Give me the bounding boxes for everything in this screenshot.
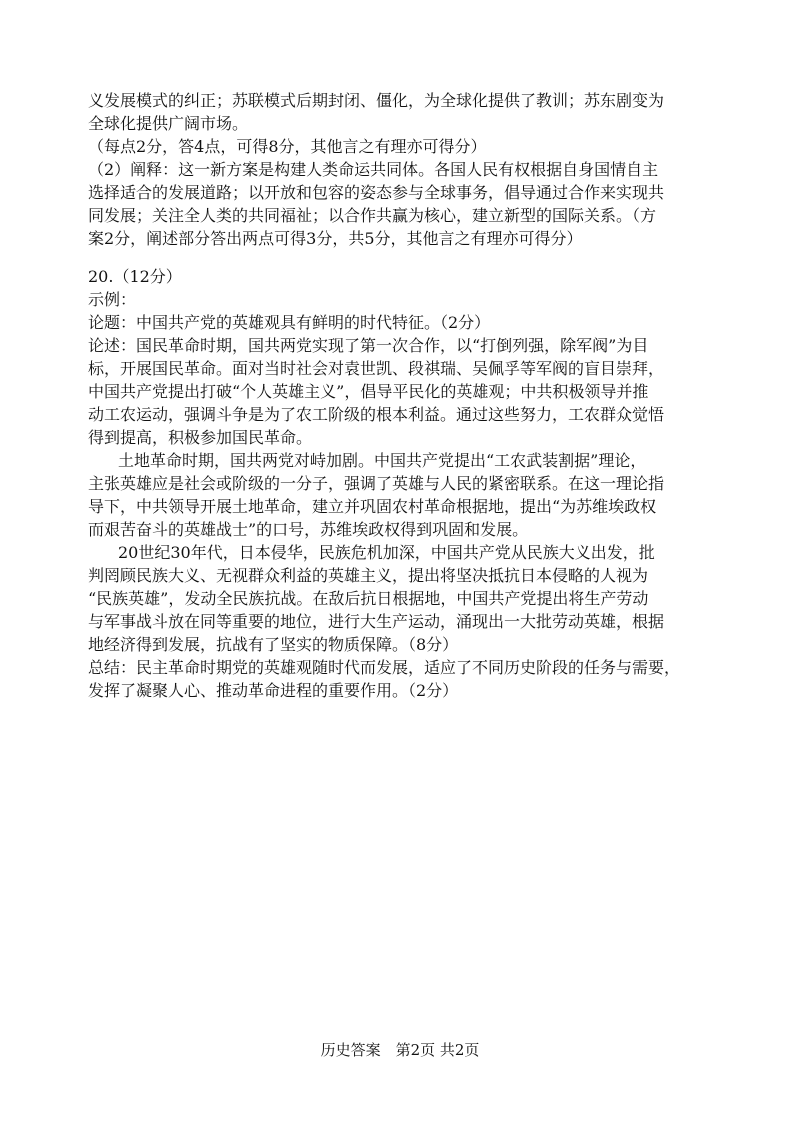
q19-part2-line: 选择适合的发展道路；以开放和包容的姿态参与全球事务，倡导通过合作来实现共 [88,183,665,202]
q20-header: 20.（12分） [88,267,182,286]
q20-argument-line: 得到提高，积极参加国民革命。 [88,428,313,447]
q20-argument-line: 标，开展国民革命。面对当时社会对袁世凯、段祺瑞、吴佩孚等军阀的盲目崇拜， [88,359,665,378]
q20-example-label: 示例： [88,290,137,309]
q20-thesis: 论题：中国共产党的英雄观具有鲜明的时代特征。（2分） [88,313,491,332]
q20-argument-line: 论述：国民革命时期，国共两党实现了第一次合作，以“打倒列强，除军阀”为目 [88,336,649,355]
q20-argument-line: 导下，中共领导开展土地革命，建立并巩固农村革命根据地，提出“为苏维埃政权 [88,497,657,516]
q19-part2-line: 同发展；关注全人类的共同福祉；以合作共赢为核心，建立新型的国际关系。（方 [88,206,657,225]
q20-summary-line: 发挥了凝聚人心、推动革命进程的重要作用。（2分） [88,681,459,700]
page-footer: 历史答案 第2页 共2页 [320,1041,480,1059]
q20-argument-line: 判罔顾民族大义、无视群众利益的英雄主义，提出将坚决抵抗日本侵略的人视为 [88,566,649,585]
q19-part2-line: 案2分，阐述部分答出两点可得3分，共5分，其他言之有理亦可得分） [88,229,583,248]
q20-argument-line: 主张英雄应是社会或阶级的一分子，强调了英雄与人民的紧密联系。在这一理论指 [88,474,665,493]
q20-argument-line: 地经济得到发展，抗战有了坚实的物质保障。（8分） [88,635,459,654]
q19-text-line: 义发展模式的纠正；苏联模式后期封闭、僵化，为全球化提供了教训；苏东剧变为 [88,91,665,110]
q19-scoring-note: （每点2分，答4点，可得8分，其他言之有理亦可得分） [88,137,487,156]
q20-argument-line: “民族英雄”，发动全民族抗战。在敌后抗日根据地，中国共产党提出将生产劳动 [88,589,649,608]
q20-argument-line: 与军事战斗放在同等重要的地位，进行大生产运动，涌现出一大批劳动英雄，根据 [88,612,665,631]
q20-summary-line: 总结：民主革命时期党的英雄观随时代而发展，适应了不同历史阶段的任务与需要， [88,658,681,677]
q19-text-line: 全球化提供广阔市场。 [88,114,249,133]
q20-argument-line: 而艰苦奋斗的英雄战士”的口号，苏维埃政权得到巩固和发展。 [88,520,529,539]
q20-argument-line: 20世纪30年代，日本侵华，民族危机加深，中国共产党从民族大义出发，批 [118,543,655,562]
q20-argument-line: 土地革命时期，国共两党对峙加剧。中国共产党提出“工农武装割据”理论， [118,451,647,470]
q19-part2-line: （2）阐释：这一新方案是构建人类命运共同体。各国人民有权根据自身国情自主 [88,160,659,179]
q20-argument-line: 动工农运动，强调斗争是为了农工阶级的根本利益。通过这些努力，工农群众觉悟 [88,405,665,424]
q20-argument-line: 中国共产党提出打破“个人英雄主义”，倡导平民化的英雄观；中共积极领导并推 [88,382,649,401]
